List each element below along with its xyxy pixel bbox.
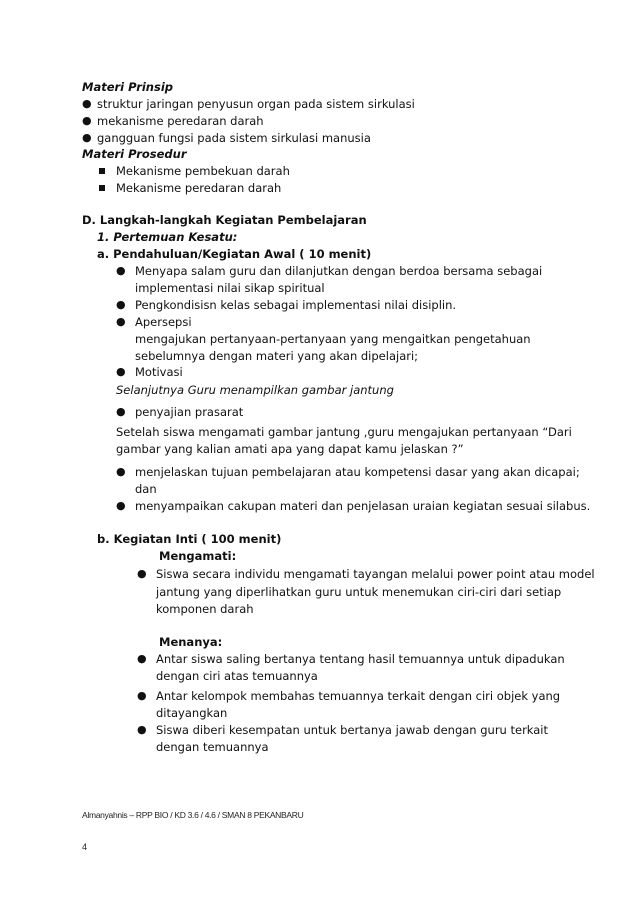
pertemuan-heading: 1. Pertemuan Kesatu:	[97, 230, 238, 244]
materi-prosedur-heading: Materi Prosedur	[82, 147, 187, 161]
section-d-heading: D. Langkah-langkah Kegiatan Pembelajaran	[82, 213, 367, 227]
page-footer: Almanyahnis – RPP BIO / KD 3.6 / 4.6 / SMAN 8 PEKANBARU	[82, 810, 304, 820]
list-item: Antar kelompok membahas temuannya terkait dengan ciri objek yang	[156, 689, 561, 703]
bullet-icon: ●	[116, 365, 126, 378]
kegiatan-inti-heading: b. Kegiatan Inti ( 100 menit)	[97, 532, 282, 546]
menanya-heading: Menanya:	[159, 635, 223, 649]
list-item: Siswa secara individu mengamati tayangan melalui power point atau model	[156, 567, 595, 581]
materi-prinsip-heading: Materi Prinsip	[82, 80, 174, 94]
list-item: menyampaikan cakupan materi dan penjelasan uraian kegiatan sesuai silabus.	[135, 499, 591, 513]
list-item-continuation: mengajukan pertanyaan-pertanyaan yang mengaitkan pengetahuan	[135, 332, 531, 346]
bullet-icon: ●	[137, 652, 147, 665]
list-item: Mekanisme peredaran darah	[116, 181, 282, 195]
paragraph-line: Setelah siswa mengamati gambar jantung ,guru mengajukan pertanyaan “Dari	[116, 425, 572, 439]
bullet-icon: ●	[116, 465, 126, 478]
bullet-icon: ●	[137, 689, 147, 702]
bullet-icon: ●	[116, 298, 126, 311]
motivasi-text: Selanjutnya Guru menampilkan gambar jantung	[116, 383, 394, 397]
list-item: Menyapa salam guru dan dilanjutkan dengan berdoa bersama sebagai	[135, 264, 543, 278]
bullet-icon: ●	[116, 264, 126, 277]
bullet-icon: ●	[116, 405, 126, 418]
pendahuluan-heading: a. Pendahuluan/Kegiatan Awal ( 10 menit)	[97, 247, 372, 261]
list-item-continuation: ditayangkan	[156, 706, 228, 720]
bullet-icon: ●	[116, 499, 126, 512]
list-item: Mekanisme pembekuan darah	[116, 164, 290, 178]
page-number: 4	[82, 842, 88, 852]
list-item: penyajian prasarat	[135, 405, 244, 419]
list-item-continuation: dengan ciri atas temuannya	[156, 669, 318, 683]
square-bullet-icon	[99, 168, 105, 174]
list-item: Antar siswa saling bertanya tentang hasil temuannya untuk dipadukan	[156, 652, 565, 666]
list-item-continuation: dengan temuannya	[156, 740, 269, 754]
paragraph-line: gambar yang kalian amati apa yang dapat kamu jelaskan ?”	[116, 442, 464, 456]
list-item-continuation: dan	[135, 482, 157, 496]
bullet-icon: ●	[137, 567, 147, 580]
list-item-continuation: sebelumnya dengan materi yang akan dipelajari;	[135, 349, 419, 363]
list-item: Motivasi	[135, 365, 183, 379]
bullet-icon: ●	[82, 97, 92, 110]
list-item: Apersepsi	[135, 315, 192, 329]
bullet-icon: ●	[82, 114, 92, 127]
list-item: mekanisme peredaran darah	[97, 114, 264, 128]
list-item: Siswa diberi kesempatan untuk bertanya jawab dengan guru terkait	[156, 723, 549, 737]
list-item: menjelaskan tujuan pembelajaran atau kompetensi dasar yang akan dicapai;	[135, 465, 580, 479]
list-item-continuation: jantung yang diperlihatkan guru untuk menemukan ciri-ciri dari setiap	[156, 585, 562, 599]
bullet-icon: ●	[137, 723, 147, 736]
square-bullet-icon	[99, 185, 105, 191]
mengamati-heading: Mengamati:	[159, 549, 237, 563]
list-item: gangguan fungsi pada sistem sirkulasi manusia	[97, 131, 371, 145]
list-item: Pengkondisisn kelas sebagai implementasi nilai disiplin.	[135, 298, 457, 312]
bullet-icon: ●	[116, 315, 126, 328]
list-item: struktur jaringan penyusun organ pada sistem sirkulasi	[97, 97, 415, 111]
list-item-continuation: implementasi nilai sikap spiritual	[135, 281, 325, 295]
bullet-icon: ●	[82, 131, 92, 144]
list-item-continuation: komponen darah	[156, 602, 254, 616]
